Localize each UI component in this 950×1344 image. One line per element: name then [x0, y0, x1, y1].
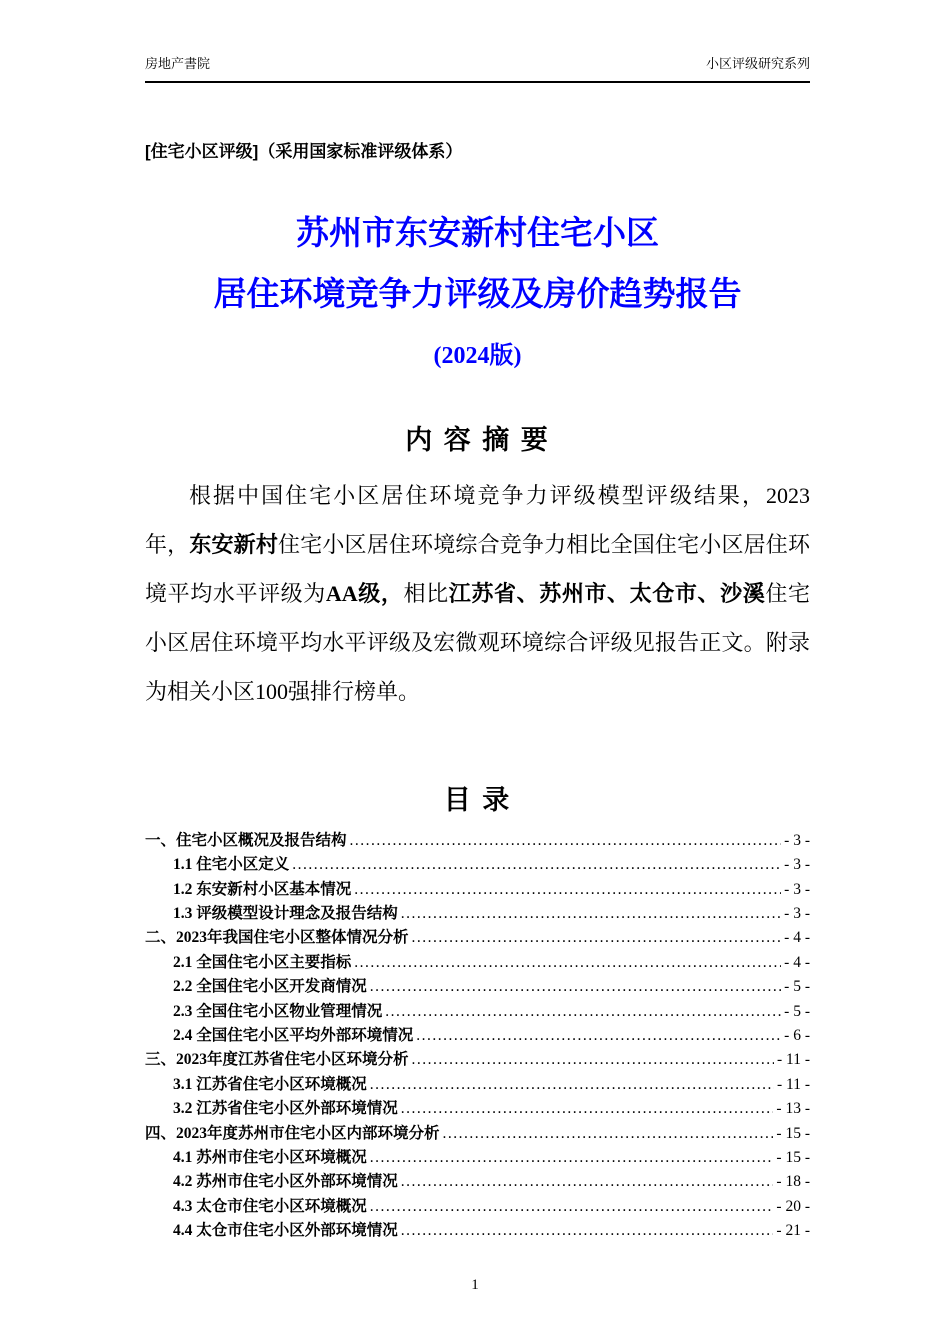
- toc-dot-leader: [354, 878, 781, 902]
- document-header: [145, 56, 810, 83]
- summary-bold-segment: AA级，: [325, 580, 404, 606]
- toc-dot-leader: [401, 1097, 774, 1121]
- toc-entry-page: - 6 -: [784, 1027, 810, 1044]
- toc-entry-page: - 3 -: [784, 856, 810, 874]
- toc-entry-label: 2.1 全国住宅小区主要指标: [173, 953, 352, 971]
- toc-entry-label: 二、2023年我国住宅小区整体情况分析: [145, 929, 409, 947]
- toc-entry-label: 2.3 全国住宅小区物业管理情况: [173, 1002, 383, 1020]
- toc-entry-label: 三、2023年度江苏省住宅小区环境分析: [145, 1051, 409, 1069]
- toc-dot-leader: [370, 1146, 774, 1170]
- toc-dot-leader: [292, 853, 781, 877]
- summary-bold-segment: 东安新村: [189, 531, 279, 557]
- toc-dot-leader: [385, 1000, 781, 1024]
- toc-entry[interactable]: [145, 1073, 810, 1097]
- toc-dot-leader: [401, 902, 781, 926]
- toc-entry[interactable]: [145, 829, 810, 853]
- toc-entry-label: 1.1 住宅小区定义: [173, 856, 290, 874]
- summary-paragraph: [145, 471, 810, 716]
- toc-entry-page: - 18 -: [776, 1173, 810, 1191]
- toc-entry-page: - 4 -: [784, 929, 810, 947]
- toc-entry[interactable]: [145, 1195, 810, 1219]
- toc-dot-leader: [416, 1024, 781, 1048]
- toc-entry-page: - 3 -: [784, 880, 810, 898]
- summary-text-segment: 住宅小区居住环境平均水平评级及宏微观环境综合评级见报告正文。附录为相关小区100强排行榜单。: [145, 580, 810, 704]
- toc-entry[interactable]: [145, 1048, 810, 1072]
- summary-text-segment: 相比: [403, 580, 449, 606]
- toc-dot-leader: [370, 975, 781, 999]
- toc-entry-page: - 4 -: [784, 953, 810, 971]
- toc-entry-label: 3.2 江苏省住宅小区外部环境情况: [173, 1100, 398, 1118]
- toc-dot-leader: [350, 829, 782, 853]
- summary-text-segment: 根据中国住宅小区居住环境竞争力评级模型评级结果，2023 年，: [145, 482, 810, 557]
- toc-entry-page: - 11 -: [777, 1075, 810, 1093]
- toc-entry[interactable]: [145, 1122, 810, 1146]
- table-of-contents: [145, 829, 810, 1244]
- toc-dot-leader: [401, 1219, 774, 1243]
- toc-entry-label: 2.4 全国住宅小区平均外部环境情况: [173, 1027, 414, 1044]
- toc-entry-page: - 20 -: [776, 1197, 810, 1215]
- report-edition: (2024版): [433, 342, 522, 369]
- report-title-line1: 苏州市东安新村住宅小区: [296, 216, 659, 253]
- toc-entry-page: - 21 -: [776, 1222, 810, 1240]
- toc-entry-page: - 3 -: [784, 831, 810, 849]
- toc-entry[interactable]: [145, 1170, 810, 1194]
- toc-dot-leader: [401, 1170, 774, 1194]
- toc-entry-label: 2.2 全国住宅小区开发商情况: [173, 978, 367, 996]
- toc-entry-label: 1.2 东安新村小区基本情况: [173, 880, 352, 898]
- toc-entry-label: 四、2023年度苏州市住宅小区内部环境分析: [145, 1124, 440, 1142]
- rating-system-tagline: [住宅小区评级]（采用国家标准评级体系）: [145, 142, 463, 162]
- toc-entry-label: 一、住宅小区概况及报告结构: [145, 831, 347, 849]
- toc-entry-page: - 5 -: [784, 978, 810, 996]
- toc-entry[interactable]: [145, 1146, 810, 1170]
- summary-bold-segment: 江苏省、苏州市、太仓市、沙溪: [448, 580, 766, 606]
- toc-entry-label: 4.2 苏州市住宅小区外部环境情况: [173, 1173, 398, 1191]
- toc-entry-page: - 3 -: [784, 904, 810, 922]
- toc-entry[interactable]: [145, 1097, 810, 1121]
- toc-dot-leader: [443, 1122, 774, 1146]
- toc-entry-label: 3.1 江苏省住宅小区环境概况: [173, 1075, 367, 1093]
- toc-entry-label: 4.3 太仓市住宅小区环境概况: [173, 1197, 367, 1215]
- toc-entry[interactable]: [145, 926, 810, 950]
- toc-entry-page: - 15 -: [776, 1149, 810, 1167]
- toc-entry[interactable]: [145, 1024, 810, 1048]
- page-footer: [0, 1277, 950, 1294]
- summary-text-segment: 住宅小区居住环境综合竞争力相比全国住宅小区居住环境平均水平评级为: [145, 531, 810, 606]
- toc-entry[interactable]: [145, 975, 810, 999]
- toc-entry[interactable]: [145, 1000, 810, 1024]
- toc-entry[interactable]: [145, 951, 810, 975]
- toc-entry-page: - 5 -: [784, 1002, 810, 1020]
- page-number: 1: [471, 1277, 479, 1293]
- toc-entry-label: 4.1 苏州市住宅小区环境概况: [173, 1149, 367, 1167]
- toc-dot-leader: [412, 926, 782, 950]
- toc-entry-label: 4.4 太仓市住宅小区外部环境情况: [173, 1222, 398, 1240]
- summary-heading: 内 容 摘 要: [405, 424, 550, 455]
- toc-entry[interactable]: [145, 853, 810, 877]
- toc-entry[interactable]: [145, 902, 810, 926]
- toc-entry-page: - 13 -: [776, 1100, 810, 1118]
- toc-entry-page: - 11 -: [777, 1051, 810, 1069]
- toc-entry-page: - 15 -: [776, 1124, 810, 1142]
- report-title-block: [145, 214, 810, 370]
- toc-dot-leader: [370, 1195, 774, 1219]
- toc-heading: 目 录: [443, 784, 512, 815]
- header-right-text: 小区评级研究系列: [705, 56, 810, 71]
- toc-dot-leader: [354, 951, 781, 975]
- toc-dot-leader: [412, 1048, 774, 1072]
- toc-dot-leader: [370, 1073, 774, 1097]
- report-title-line2: 居住环境竞争力评级及房价趋势报告: [213, 276, 742, 313]
- toc-entry[interactable]: [145, 878, 810, 902]
- header-left-text: 房地产書院: [145, 56, 211, 71]
- toc-entry[interactable]: [145, 1219, 810, 1243]
- toc-entry-label: 1.3 评级模型设计理念及报告结构: [173, 904, 398, 922]
